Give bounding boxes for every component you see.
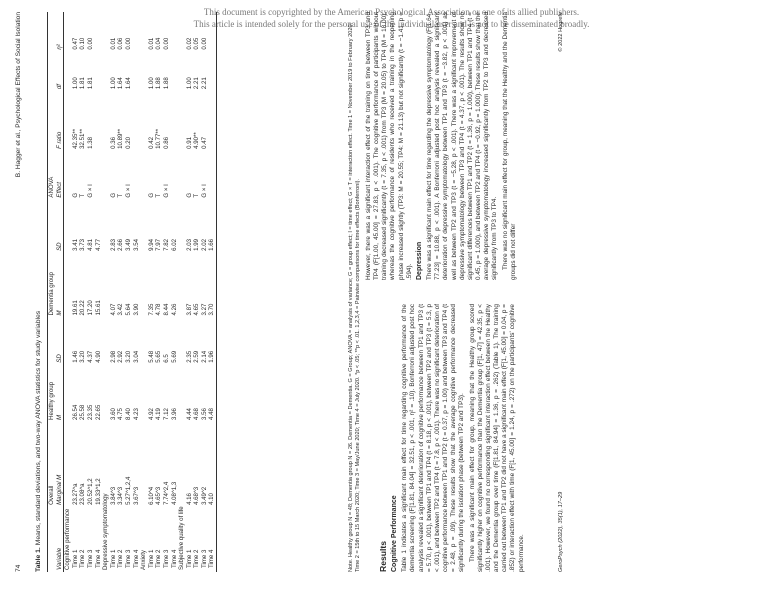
cognitive-performance-heading: Cognitive Performance xyxy=(391,495,399,572)
left-text-column xyxy=(373,304,528,572)
table-cell: 15.61 xyxy=(94,300,102,316)
table-cell: 3.42 xyxy=(117,303,125,316)
table-row xyxy=(79,12,87,572)
paragraph: However, there was a significant interaction effect of the training on time between TP3 and TP4 (F[1.00, 45.00] = 27.83, p < .001). The cognitive performance of participants without training decreased significantly (t = 7.35, p < .001) from TP3 (M = 20.05) to TP4 (M = 18.00), whereas the cognitive performance of residents who received a training in the reopening phase increased slightly (TP3: M = 20.55; TP4: M = 21.13) but not significantly (t = −1.41, p = .594). xyxy=(365,12,413,280)
table-cell: 32.51** xyxy=(79,128,87,149)
table-cell: 5.64 xyxy=(124,303,132,316)
table-cell: 1.81 xyxy=(86,77,94,90)
table-cell xyxy=(95,52,103,92)
table-cell: 0.06 xyxy=(117,37,125,50)
table-cell: Time 3 xyxy=(200,549,208,568)
group-header-dementia: Dementia group xyxy=(48,200,56,318)
table-cell: 3.87 xyxy=(185,303,193,316)
table-cell: 0.04 xyxy=(155,37,163,50)
table-cell xyxy=(208,151,216,200)
col-header: SD xyxy=(56,200,64,253)
table-cell: 3.56 xyxy=(200,408,208,420)
table-cell: 1.00 xyxy=(71,77,79,90)
table-cell: Time 1 xyxy=(147,549,155,568)
table-section-row xyxy=(64,12,72,572)
table-cell xyxy=(133,151,141,200)
table-cell: 0.42 xyxy=(147,136,155,149)
table-cell: 3.54 xyxy=(132,239,140,251)
table-cell: 1.81 xyxy=(79,77,87,90)
table-cell xyxy=(95,151,103,200)
page-number: 74 xyxy=(15,564,22,572)
table-cell: 4.48 xyxy=(208,365,216,422)
paragraph: Table 1 indicates a significant main effect for time regarding cognitive performance of the dementia screening (F[1.81, 84.04] = 32.51, p < .001, η² = .10). Bonferroni adjusted post hoc analysis revealed a significant deterioration of cognitive performance between TP1 and TP3 (t = 5.70, p < .001), between TP1 and TP4 (t = 8.18, p < .001), between TP2 and TP3 (t = 5.3, p < .001), and between TP2 and TP4 (t = 7.8, p < .001). There was no significant deterioration of cognitive performance between TP1 and TP2 (t = 0.37, p = 1.00) and between TP3 and TP4 (t = 2.48, p = .09). These results show that the average cognitive performance decreased significantly during the isolation phase (between TP2 and TP3). xyxy=(401,304,466,572)
table-cell: G × I xyxy=(200,184,208,198)
copyright-notice-line-1: This document is copyrighted by the American Psychological Association or one of its allied publishers. xyxy=(203,7,580,17)
table-cell: 1.00 xyxy=(109,77,117,90)
table-cell: 3.67^3 xyxy=(132,486,140,505)
table-cell: 4.77 xyxy=(94,239,102,251)
table-cell: 10.89** xyxy=(117,128,125,149)
table-body xyxy=(64,12,217,572)
table-cell: 4.68 xyxy=(193,408,201,420)
table-cell: Time 1 xyxy=(109,549,117,568)
table-cell: 0.86 xyxy=(162,136,170,149)
table-cell: 7.97 xyxy=(155,239,163,251)
table-cell: 3.49 xyxy=(124,239,132,251)
table-cell: Time 3 xyxy=(162,549,170,568)
running-head: B. Hagger et al., Psychological Effects of Social Isolation xyxy=(15,12,22,178)
depression-heading: Depression xyxy=(415,241,423,280)
table-cell: 17.20 xyxy=(86,300,94,316)
table-cell: 3.90 xyxy=(132,303,140,316)
table-cell: G × I xyxy=(162,184,170,198)
table-cell: Time 3 xyxy=(124,549,132,568)
table-cell: 7.82 xyxy=(162,239,170,251)
table-cell: 0.47 xyxy=(200,136,208,149)
table-cell: G × I xyxy=(86,184,94,198)
table-cell: G × I xyxy=(124,184,132,198)
table-cell: 23.08^a xyxy=(79,483,87,505)
table-cell: 0.36 xyxy=(109,136,117,149)
col-header: df xyxy=(56,52,64,92)
table-cell: 4.81 xyxy=(86,239,94,251)
table-cell: 5.69 xyxy=(170,350,178,363)
copyright-notice-line-2: This article is intended solely for the personal use of the individual user and is not to be disseminated broadly. xyxy=(193,19,590,29)
paragraph: There was no significant main effect for group, meaning that the Healthy and the Dementia groups did not differ xyxy=(501,12,517,280)
table-cell xyxy=(133,12,141,52)
table-cell: 4.26 xyxy=(170,303,178,316)
table-cell: 4.19 xyxy=(155,408,163,420)
table-section-label: Depressive symptomatology xyxy=(102,493,110,570)
table-cell: Time 4 xyxy=(94,549,102,568)
results-table xyxy=(47,12,217,572)
table-cell: 4.68^3 xyxy=(193,486,201,505)
table-cell: 19.61 xyxy=(71,300,79,316)
table-cell: 0.05 xyxy=(193,37,201,50)
table-cell: G xyxy=(147,192,155,198)
table-cell: 0.00 xyxy=(200,37,208,50)
table-cell: 4.37 xyxy=(86,350,94,363)
table-cell: 4.16 xyxy=(185,493,193,505)
table-cell: 6.5 xyxy=(162,354,170,363)
table-cell: 1.88 xyxy=(155,77,163,90)
table-cell: 2.21 xyxy=(200,77,208,90)
table-section-label: Anxiety xyxy=(140,550,148,570)
table-cell: 4.65^3 xyxy=(155,486,163,505)
table-cell: 2.59 xyxy=(193,350,201,363)
table-cell: 2.14 xyxy=(200,350,208,363)
table-cell xyxy=(208,12,216,52)
table-label: Table 1. xyxy=(35,547,42,572)
table-row xyxy=(201,12,209,572)
table-cell: 5.48 xyxy=(147,350,155,363)
table-cell: Time 2 xyxy=(117,549,125,568)
table-cell: 3.34^3 xyxy=(117,486,125,505)
table-cell: 0.00 xyxy=(162,37,170,50)
table-row xyxy=(133,12,141,572)
table-cell: 3.96 xyxy=(170,408,178,420)
table-cell: 4.75 xyxy=(117,408,125,420)
table-cell: 42.35** xyxy=(71,128,79,149)
table-cell: Time 1 xyxy=(71,549,79,568)
group-header-overall: Overall xyxy=(48,422,56,507)
table-row xyxy=(208,12,216,572)
table-section-label: Cognitive performance xyxy=(64,508,72,570)
table-section-row xyxy=(140,12,148,572)
table-cell: Time 4 xyxy=(208,507,216,572)
table-cell: 3.27 xyxy=(200,303,208,316)
table-cell: 0.20 xyxy=(124,136,132,149)
table-cell: 1.64 xyxy=(124,77,132,90)
table-cell: 3.70 xyxy=(208,253,216,318)
table-cell: 2.21 xyxy=(193,77,201,90)
table-cell: 4.07 xyxy=(109,303,117,316)
table-cell: Time 2 xyxy=(193,549,201,568)
table-cell: 8.44 xyxy=(162,303,170,316)
table-cell: G xyxy=(109,192,117,198)
table-cell: 22.65 xyxy=(94,404,102,420)
table-cell: 3.73 xyxy=(79,239,87,251)
table-cell: 26.54 xyxy=(71,404,79,420)
table-cell: 7.12 xyxy=(162,408,170,420)
table-cell: Time 2 xyxy=(155,549,163,568)
table-cell: 3.84^3 xyxy=(109,486,117,505)
table-row xyxy=(95,12,103,572)
table-cell: 2.83 xyxy=(109,239,117,251)
table-note: Note. Healthy group N = 48; Dementia group N = 26. Dementia = Dementia. G = Group; ANOVA = analysis of variance; G = group effect; I = time effect; G × T = interaction effect. Time 1 = November 2019 to February 2020; Time 2 = 15th to 15 March 2020; Time 3 = May/June 2020; Time 4 = July 2020. *p < .05; **p < .01. 1,2,3,4 = Pairwise comparisons for time effects (Bonferroni). xyxy=(348,22,361,572)
page-header xyxy=(15,12,27,572)
table-cell: 0.91 xyxy=(185,136,193,149)
table-row xyxy=(193,12,201,572)
table-row xyxy=(125,12,133,572)
table-cell: 3.20 xyxy=(124,350,132,363)
table-cell xyxy=(171,91,179,151)
table-cell: 3.20 xyxy=(79,350,87,363)
col-header: Variable xyxy=(56,507,64,572)
table-cell: 2.66 xyxy=(117,239,125,251)
table-cell: 7.35 xyxy=(147,303,155,316)
table-cell: 0.02 xyxy=(185,37,193,50)
table-group-header-row xyxy=(48,12,56,572)
table-cell xyxy=(171,52,179,92)
table-cell: 2.98 xyxy=(109,350,117,363)
table-section-row xyxy=(102,12,110,572)
table-cell: 8.40 xyxy=(124,408,132,420)
table-cell: 23.35 xyxy=(86,404,94,420)
table-cell: 3.49^2 xyxy=(200,486,208,505)
table-cell xyxy=(95,91,103,151)
table-cell: 4.23 xyxy=(132,408,140,420)
table-cell: T xyxy=(193,193,201,198)
group-header-blank xyxy=(48,507,56,572)
table-title xyxy=(35,311,43,572)
table-cell: Time 2 xyxy=(79,549,87,568)
table-cell: 1.00 xyxy=(147,77,155,90)
table-cell: 4.90 xyxy=(94,350,102,363)
table-cell: G xyxy=(71,192,79,198)
table-cell: 4.08^1,3 xyxy=(170,481,178,505)
table-caption: Means, standard deviations, and two-way ANOVA statistics for study variables xyxy=(35,310,42,548)
table-row xyxy=(110,12,118,572)
col-header: M xyxy=(56,253,64,318)
table-cell: 4.44 xyxy=(185,408,193,420)
table-cell: 1.88 xyxy=(162,77,170,90)
table-row xyxy=(87,12,95,572)
table-cell: 25.58 xyxy=(79,404,87,420)
table-cell xyxy=(208,91,216,151)
table-cell: 0.10 xyxy=(79,37,87,50)
col-header: Effect xyxy=(56,151,64,200)
table-cell: 2.92 xyxy=(117,350,125,363)
journal-citation: GeroPsych (2022), 35(1), 17–29 xyxy=(558,491,564,572)
table-cell: 9.94 xyxy=(147,239,155,251)
table-cell: 0.00 xyxy=(124,37,132,50)
col-header: SD xyxy=(56,318,64,365)
table-cell: Time 4 xyxy=(170,549,178,568)
copyright-line: © 2022 Hogrefe xyxy=(558,12,564,52)
col-header: M xyxy=(56,365,64,422)
table-cell: 19.33^1,2 xyxy=(94,478,102,505)
right-text-column xyxy=(365,12,520,280)
table-column-header-row xyxy=(56,12,64,572)
table-row xyxy=(163,12,171,572)
table-cell: 3.04 xyxy=(132,350,140,363)
table-cell: 2.02 xyxy=(200,239,208,251)
table-cell: 5.65 xyxy=(155,350,163,363)
table-row xyxy=(186,12,194,572)
rotated-article-page xyxy=(15,12,767,572)
table-row xyxy=(155,12,163,572)
table-cell: 5.27^1,2,4 xyxy=(124,476,132,505)
table-cell xyxy=(208,52,216,92)
table-cell: 1.46 xyxy=(71,350,79,363)
table-row xyxy=(72,12,80,572)
table-row xyxy=(171,12,179,572)
table-cell: 4.90** xyxy=(193,132,201,149)
table-cell: 3.41 xyxy=(71,239,79,251)
table-cell: 20.22 xyxy=(79,300,87,316)
table-cell: 10.77** xyxy=(155,128,163,149)
group-header-anova: ANOVA xyxy=(48,12,56,200)
table-cell xyxy=(95,12,103,52)
table-cell: 20.52^1,2 xyxy=(86,478,94,505)
table-cell: 7.74^2,4 xyxy=(162,481,170,505)
table-cell: T xyxy=(79,193,87,198)
table-cell: 1.38 xyxy=(86,136,94,149)
table-cell: 1.66 xyxy=(208,200,216,253)
table-cell: 1.64 xyxy=(117,77,125,90)
table-cell: 23.27^a xyxy=(71,483,79,505)
table-cell: 0.00 xyxy=(86,37,94,50)
table-cell: 1.99 xyxy=(193,239,201,251)
results-heading: Results xyxy=(378,540,388,572)
table-cell: 3.60 xyxy=(109,408,117,420)
table-cell: Time 1 xyxy=(185,549,193,568)
table-cell: 2.35 xyxy=(185,350,193,363)
table-cell xyxy=(171,151,179,200)
table-cell: 0.01 xyxy=(109,37,117,50)
table-cell: T xyxy=(155,193,163,198)
table-cell: 4.78 xyxy=(155,303,163,316)
table-cell: Time 3 xyxy=(86,549,94,568)
table-cell: Time 4 xyxy=(132,549,140,568)
paragraph: There was a significant main effect for group, meaning that the Healthy group scored significantly higher on cognitive performance than the Dementia group (F[1, 47] = 42.35, p < .001). However, we found no corresponding significant interaction effect between the Healthy and the Dementia group over time (F[1.81, 84.94] = 1.36, p = .262) (Table 1). The training carried out between TP1 and TP2 did not have a significant main effect (F[1, 45.00] = 0.04, p = .852) or interaction effect with time (F[1, 45.00] = 1.24, p = .272) on the participants' cognitive performance. xyxy=(468,304,525,572)
table-cell: 2.03 xyxy=(185,239,193,251)
table-row xyxy=(117,12,125,572)
table-cell xyxy=(171,12,179,52)
table-cell: 0.47 xyxy=(71,37,79,50)
table-section-row xyxy=(178,12,186,572)
table-cell: 0.01 xyxy=(147,37,155,50)
table-cell: 6.02 xyxy=(170,239,178,251)
table-cell: 1.00 xyxy=(185,77,193,90)
table-cell: T xyxy=(117,193,125,198)
paragraph: There was a significant main effect for time regarding the depressive symptomatology (F[1.64, 77.23] = 10.88, p < .001). A Bonferroni adjusted post hoc analysis revealed a significant deterioration of depressive symptomatology between TP1 and TP3 (t = −3.82, p < .001) as well as between TP2 and TP3 (t = −5.28, p < .001). There was a significant improvement of depressive symptomatology between TP3 and TP4 (t = 4.37, p < .001). The results show no significant differences between TP1 and TP2 (t = 1.36, p = 1.000), between TP1 and TP4 (t = 0.45, p = 1.000), and between TP2 and TP4 (t = −0.92, p = 1.000). These results show that the average depressive symptomatology increased significantly from TP2 to TP3 and decreased significantly from TP3 to TP4. xyxy=(426,12,499,280)
table-cell: 4.10 xyxy=(208,422,216,507)
group-header-healthy: Healthy group xyxy=(48,318,56,422)
table-cell xyxy=(133,91,141,151)
table-cell: 4.92 xyxy=(147,408,155,420)
table-section-label: Subjective quality of life xyxy=(178,506,186,570)
table-cell: 4.65 xyxy=(193,303,201,316)
col-header: Marginal M xyxy=(56,422,64,507)
table-cell: 1.96 xyxy=(208,318,216,365)
table-cell xyxy=(133,52,141,92)
col-header: η² xyxy=(56,12,64,52)
col-header: F ratio xyxy=(56,91,64,151)
table-cell: 6.10^4 xyxy=(147,486,155,505)
table-cell: G xyxy=(185,192,193,198)
table-row xyxy=(148,12,156,572)
